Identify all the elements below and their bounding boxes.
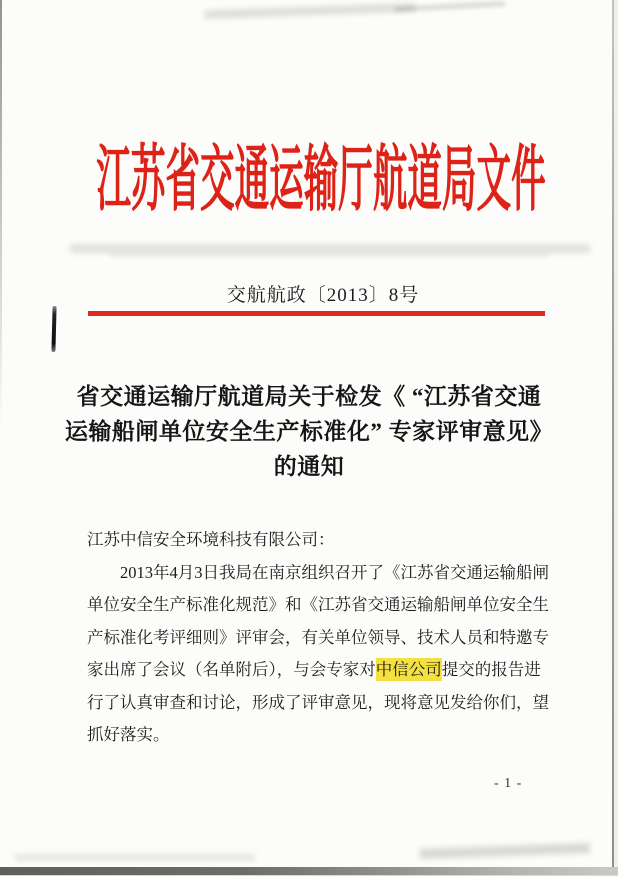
scan-smudge [395,1,505,12]
salutation: 江苏中信安全环境科技有限公司： [87,530,335,549]
scan-smudge [420,843,590,859]
highlighted-company-name: 中信公司 [375,660,442,679]
notice-title-line-2: 运输船闸单位安全生产标准化” 专家评审意见》 [64,419,554,444]
scan-smudge [110,252,550,257]
pen-mark [51,306,56,352]
page-number: - 1 - [494,776,523,791]
body-text-segment: 家出席了会议（名单附后），与会专家对 [87,660,376,679]
letterhead-divider-line [88,311,545,316]
body-line: 单位安全生产标准化规范》和《江苏省交通运输船闸单位安全生 [87,595,549,614]
document-number: 交航航政〔2013〕8号 [226,285,420,306]
scan-edge-left [0,0,2,430]
scan-edge-bottom [0,867,618,875]
body-line: 2013年4月3日我局在南京组织召开了《江苏省交通运输船闸 [120,562,549,582]
scan-smudge [15,854,255,861]
body-line: 产标准化考评细则》评审会，有关单位领导、技术人员和特邀专 [87,627,549,647]
notice-body [87,524,572,752]
body-line: 行了认真审查和讨论，形成了评审意见，现将意见发给你们，望 [87,692,549,712]
body-line: 抓好落实。 [87,725,170,744]
letterhead-org-title: 江苏省交通运输厅航道局文件 [96,140,546,220]
body-text-segment: 提交的报告进 [441,660,541,679]
scan-smudge [70,244,590,253]
body-line-with-highlight [87,654,572,687]
notice-title-line-1: 省交通运输厅航道局关于检发《 “江苏省交通 [76,384,542,409]
notice-title [0,379,618,484]
notice-title-line-3: 的通知 [273,454,345,479]
scan-smudge [205,3,415,18]
